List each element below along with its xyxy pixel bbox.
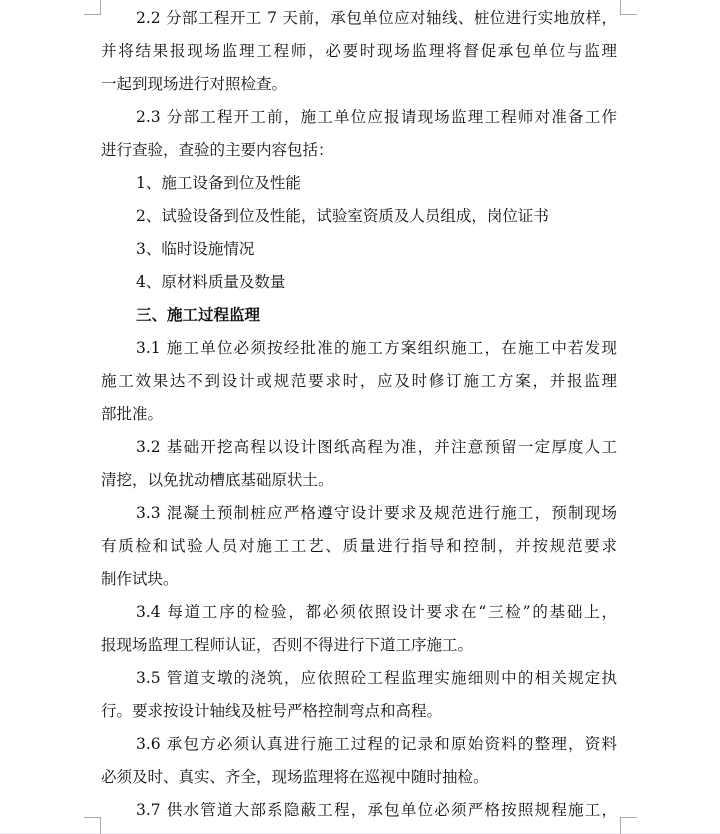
text-line: 必须及时、真实、齐全，现场监理将在巡视中随时抽检。 bbox=[101, 768, 489, 786]
list-item-2 bbox=[101, 200, 617, 233]
text-line: 3.1 施工单位必须按经批准的施工方案组织施工，在施工中若发现 bbox=[136, 339, 617, 357]
paragraph-3-1 bbox=[101, 332, 617, 431]
text-line: 3.3 混凝土预制桩应严格遵守设计要求及规范进行施工，预制现场 bbox=[136, 504, 617, 522]
text-line: 1、施工设备到位及性能 bbox=[136, 174, 301, 192]
list-item-4 bbox=[101, 266, 617, 299]
text-line: 3.6 承包方必须认真进行施工过程的记录和原始资料的整理，资料 bbox=[136, 735, 617, 753]
margin-mark-top-right bbox=[620, 0, 637, 15]
paragraph-3-4 bbox=[101, 596, 617, 662]
text-line: 并将结果报现场监理工程师，必要时现场监理将督促承包单位与监理 bbox=[101, 42, 617, 60]
paragraph-3-3 bbox=[101, 497, 617, 596]
document-body[interactable] bbox=[101, 2, 617, 827]
margin-mark-top-left bbox=[84, 0, 101, 15]
paragraph-3-2 bbox=[101, 431, 617, 497]
text-line: 2.2 分部工程开工 7 天前，承包单位应对轴线、桩位进行实地放样， bbox=[136, 9, 617, 27]
section-heading bbox=[101, 299, 617, 332]
list-item-1 bbox=[101, 167, 617, 200]
text-line: 清挖，以免扰动槽底基础原状土。 bbox=[101, 471, 334, 489]
text-line: 3.7 供水管道大部系隐蔽工程，承包单位必须严格按照规程施工， bbox=[136, 801, 617, 819]
list-item-3 bbox=[101, 233, 617, 266]
text-line: 3.2 基础开挖高程以设计图纸高程为准，并注意预留一定厚度人工 bbox=[136, 438, 617, 456]
text-line: 报现场监理工程师认证，否则不得进行下道工序施工。 bbox=[101, 636, 474, 654]
paragraph-3-6 bbox=[101, 728, 617, 794]
text-line: 3.5 管道支墩的浇筑，应依照砼工程监理实施细则中的相关规定执 bbox=[136, 669, 617, 687]
text-line: 进行查验，查验的主要内容包括： bbox=[101, 141, 334, 159]
margin-mark-bottom-left bbox=[84, 817, 101, 834]
paragraph-2-3 bbox=[101, 101, 617, 167]
text-line: 制作试块。 bbox=[101, 570, 179, 588]
paragraph-3-5 bbox=[101, 662, 617, 728]
paragraph-3-7 bbox=[101, 794, 617, 827]
text-line: 一起到现场进行对照检查。 bbox=[101, 75, 288, 93]
text-line: 4、原材料质量及数量 bbox=[136, 273, 286, 291]
paragraph-2-2 bbox=[101, 2, 617, 101]
heading-text: 三、施工过程监理 bbox=[136, 306, 261, 324]
margin-mark-bottom-right bbox=[620, 817, 637, 834]
text-line: 2、试验设备到位及性能，试验室资质及人员组成，岗位证书 bbox=[136, 207, 549, 225]
text-line: 有质检和试验人员对施工工艺、质量进行指导和控制，并按规范要求 bbox=[101, 537, 617, 555]
text-line: 施工效果达不到设计或规范要求时，应及时修订施工方案，并报监理 bbox=[101, 372, 617, 390]
text-line: 3.4 每道工序的检验，都必须依照设计要求在“三检”的基础上， bbox=[136, 603, 617, 621]
text-line: 部批准。 bbox=[101, 405, 164, 423]
text-line: 行。要求按设计轴线及桩号严格控制弯点和高程。 bbox=[101, 702, 443, 720]
text-line: 3、临时设施情况 bbox=[136, 240, 255, 258]
text-line: 2.3 分部工程开工前，施工单位应报请现场监理工程师对准备工作 bbox=[136, 108, 617, 126]
